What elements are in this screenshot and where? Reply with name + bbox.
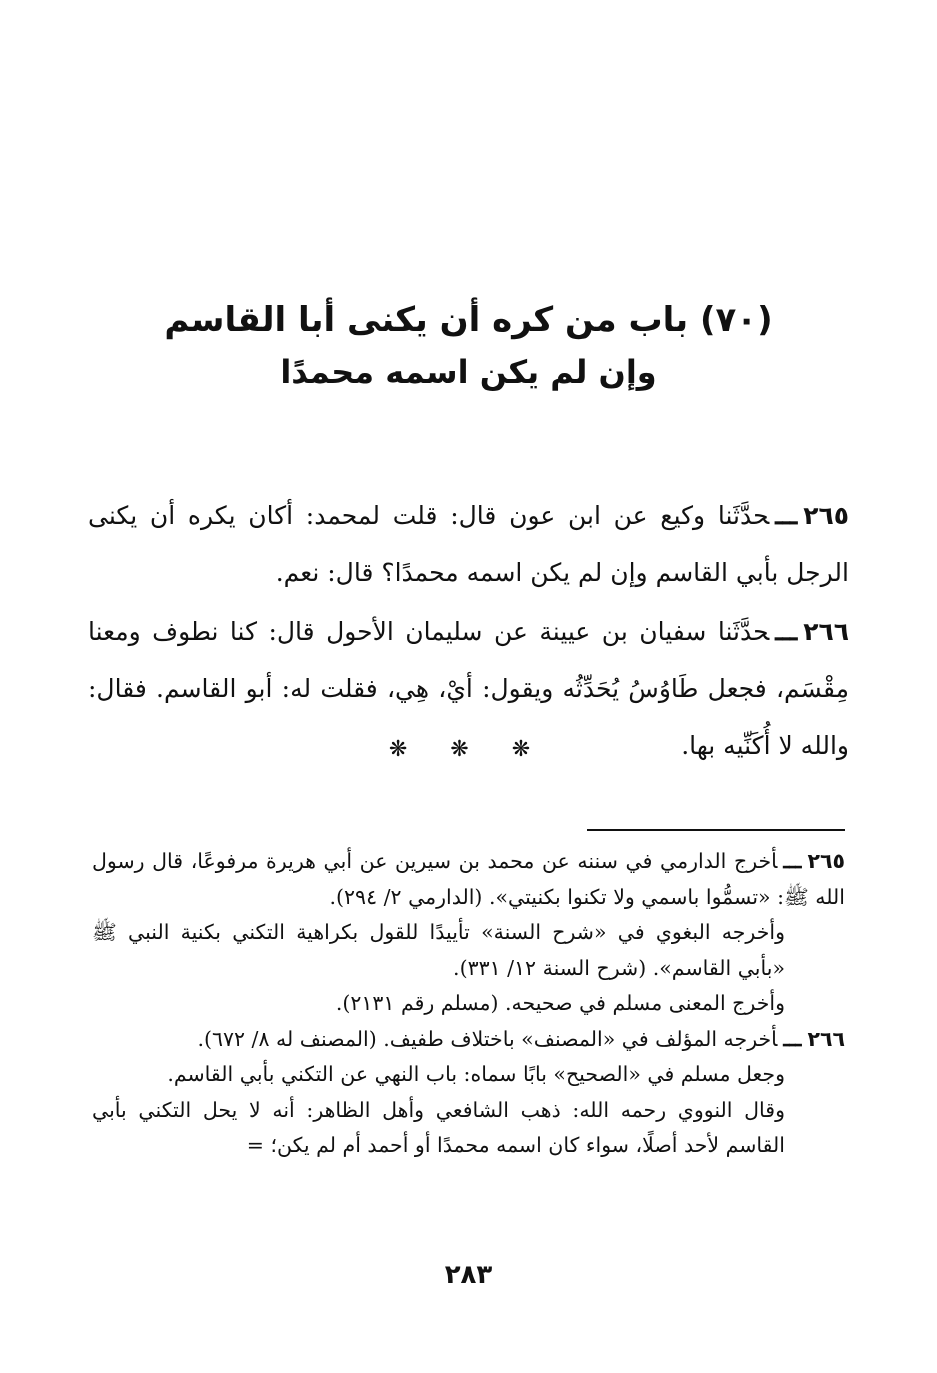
- dash: ـــ: [783, 1026, 802, 1051]
- hadith-number: ٢٦٦: [803, 617, 849, 646]
- hadith-paragraph: [88, 487, 849, 601]
- dash: ـــ: [783, 849, 802, 873]
- footnotes: [92, 844, 845, 1164]
- section-separator-stars: ❋ ❋ ❋: [388, 737, 549, 762]
- footnote-entry: [92, 844, 845, 915]
- footnote-number: ٢٦٥: [807, 849, 845, 873]
- footnote-divider: [587, 829, 845, 831]
- footnote-line: وقال النووي رحمه الله: ذهب الشافعي وأهل الظاهر: أنه لا يحل التكني بأبي القاسم لأحد أصلًا، سواء كان اسمه محمدًا أو أحمد أم لم يكن؛ =: [92, 1097, 785, 1157]
- hadith-text: حدَّثَنا وكيع عن ابن عون قال: قلت لمحمد: أكان يكره أن يكنى الرجل بأبي القاسم وإن لم يكن اسمه محمدًا؟ قال: نعم.: [88, 501, 849, 587]
- chapter-title: [160, 300, 777, 391]
- main-text: [88, 487, 849, 776]
- footnote-text: أخرج الدارمي في سننه عن محمد بن سيرين عن أبي هريرة مرفوعًا، قال رسول الله ﷺ: «تسمُّوا باسمي ولا تكنوا بكنيتي». (الدارمي ٢/ ٢٩٤).: [92, 849, 845, 909]
- dash: ـــ: [775, 617, 798, 646]
- dash: ـــ: [775, 501, 798, 530]
- footnote-line: وجعل مسلم في «الصحيح» بابًا سماه: باب النهي عن التكني بأبي القاسم.: [167, 1062, 785, 1086]
- chapter-title-line-1: (٧٠) باب من كره أن يكنى أبا القاسم: [164, 300, 773, 340]
- footnote-line: وأخرج المعنى مسلم في صحيحه. (مسلم رقم ٢١٣١).: [335, 991, 785, 1015]
- footnote-text: أخرجه المؤلف في «المصنف» باختلاف طفيف. (المصنف له ٨/ ٦٧٢).: [197, 1026, 778, 1051]
- chapter-title-line-2: وإن لم يكن اسمه محمدًا: [280, 352, 657, 391]
- hadith-text: حدَّثَنا سفيان بن عيينة عن سليمان الأحول قال: كنا نطوف ومعنا مِقْسَم، فجعل طَاوُسُ يُحَدِّثُه ويقول: أيْ، هِي، فقلت له: أبو القاسم. فقال: والله لا أُكَنِّيه بها.: [88, 617, 849, 760]
- footnote-number: ٢٦٦: [807, 1026, 845, 1051]
- footnote-entry: [92, 1022, 845, 1058]
- hadith-number: ٢٦٥: [803, 501, 849, 530]
- footnote-line: وأخرجه البغوي في «شرح السنة» تأييدًا للقول بكراهية التكني بكنية النبي ﷺ «بأبي القاسم». (شرح السنة ١٢/ ٣٣١).: [92, 920, 785, 980]
- page-number: ٢٨٣: [444, 1260, 493, 1290]
